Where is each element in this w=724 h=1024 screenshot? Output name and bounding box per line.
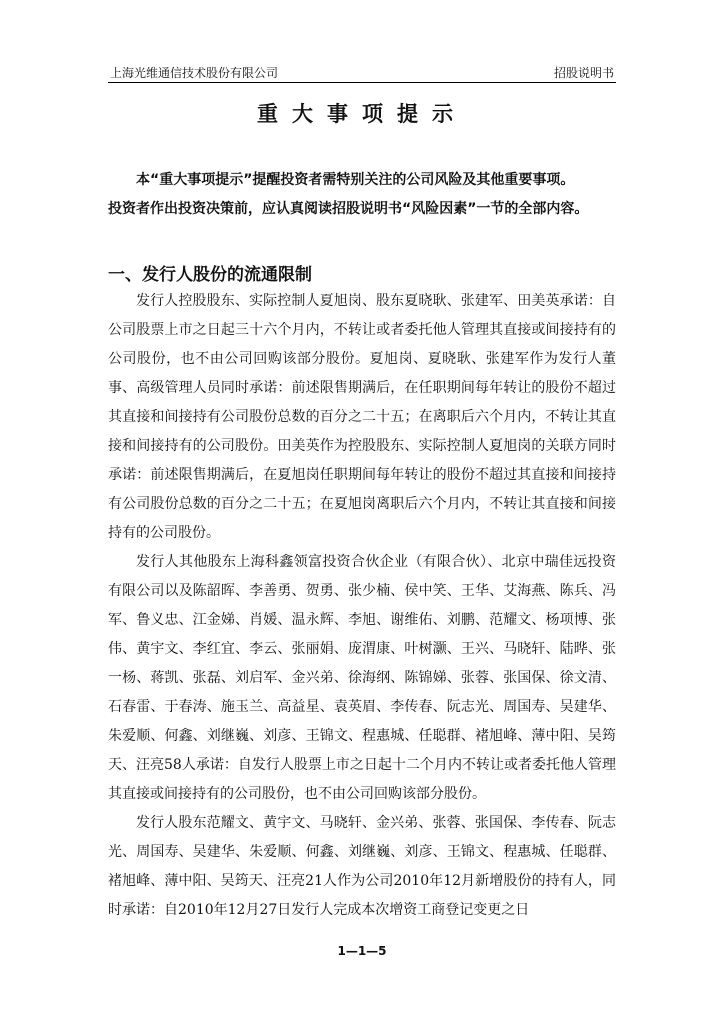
intro-line-2: 投资者作出投资决策前，应认真阅读招股说明书“风险因素”一节的全部内容。 [108, 201, 589, 217]
intro-line-1: 本“重大事项提示”提醒投资者需特别关注的公司风险及其他重要事项。 [136, 172, 575, 188]
header-company-name: 上海光维通信技术股份有限公司 [110, 66, 279, 80]
paragraph-1: 发行人控股股东、实际控制人夏旭岗、股东夏晓耿、张建军、田美英承诺：自公司股票上市之日起三十六个月内，不转让或者委托他人管理其直接或间接持有的公司股份，也不由公司回购该部分股份。夏旭岗、夏晓耿、张建军作为发行人董事、高级管理人员同时承诺：前述限售期满后，在任职期间每年转让的股份不超过其直接和间接持有公司股份总数的百分之二十五；在离职后六个月内，不转让其直接和间接持有的公司股份。田美英作为控股股东、实际控制人夏旭岗的关联方同时承诺：前述限售期满后，在夏旭岗任职期间每年转让的股份不超过其直接和间接持有公司股份总数的百分之二十五；在夏旭岗离职后六个月内，不转让其直接和间接持有的公司股份。 [108, 293, 616, 541]
header-document-type: 招股说明书 [553, 66, 614, 80]
page-title: 重大事项提示 [257, 102, 467, 126]
paragraph-2: 发行人其他股东上海科鑫领富投资合伙企业（有限合伙）、北京中瑞佳远投资有限公司以及陈韶晖、李善勇、贺勇、张少楠、侯中笑、王华、艾海燕、陈兵、冯军、鲁义忠、江金娣、肖媛、温永辉、李旭、谢维佑、刘鹏、范耀文、杨项博、张伟、黄宇文、李红宜、李云、张丽娟、庞渭康、叶树灏、王兴、马晓轩、陆晔、张一杨、蒋凯、张磊、刘启军、金兴弟、徐海纲、陈锦娣、张蓉、张国保、徐文清、石春雷、于春涛、施玉兰、高益星、袁英眉、李传春、阮志光、周国寿、吴建华、朱爱顺、何鑫、刘继巍、刘彦、王锦文、程惠城、任聪群、褚旭峰、薄中阳、吴筠天、汪亮58人承诺：自发行人股票上市之日起十二个月内不转让或者委托他人管理其直接或间接持有的公司股份，也不由公司回购该部分股份。 [108, 554, 616, 802]
section-heading: 一、发行人股份的流通限制 [108, 265, 312, 285]
section-body [108, 287, 616, 925]
intro-block [108, 166, 616, 224]
page-number: 1—1—5 [337, 944, 387, 958]
page-header [108, 62, 616, 83]
paragraph-3: 发行人股东范耀文、黄宇文、马晓轩、金兴弟、张蓉、张国保、李传春、阮志光、周国寿、吴建华、朱爱顺、何鑫、刘继巍、刘彦、王锦文、程惠城、任聪群、褚旭峰、薄中阳、吴筠天、汪亮21人作为公司2010年12月新增股份的持有人，同时承诺：自2010年12月27日发行人完成本次增资工商登记变更之日 [108, 815, 616, 918]
